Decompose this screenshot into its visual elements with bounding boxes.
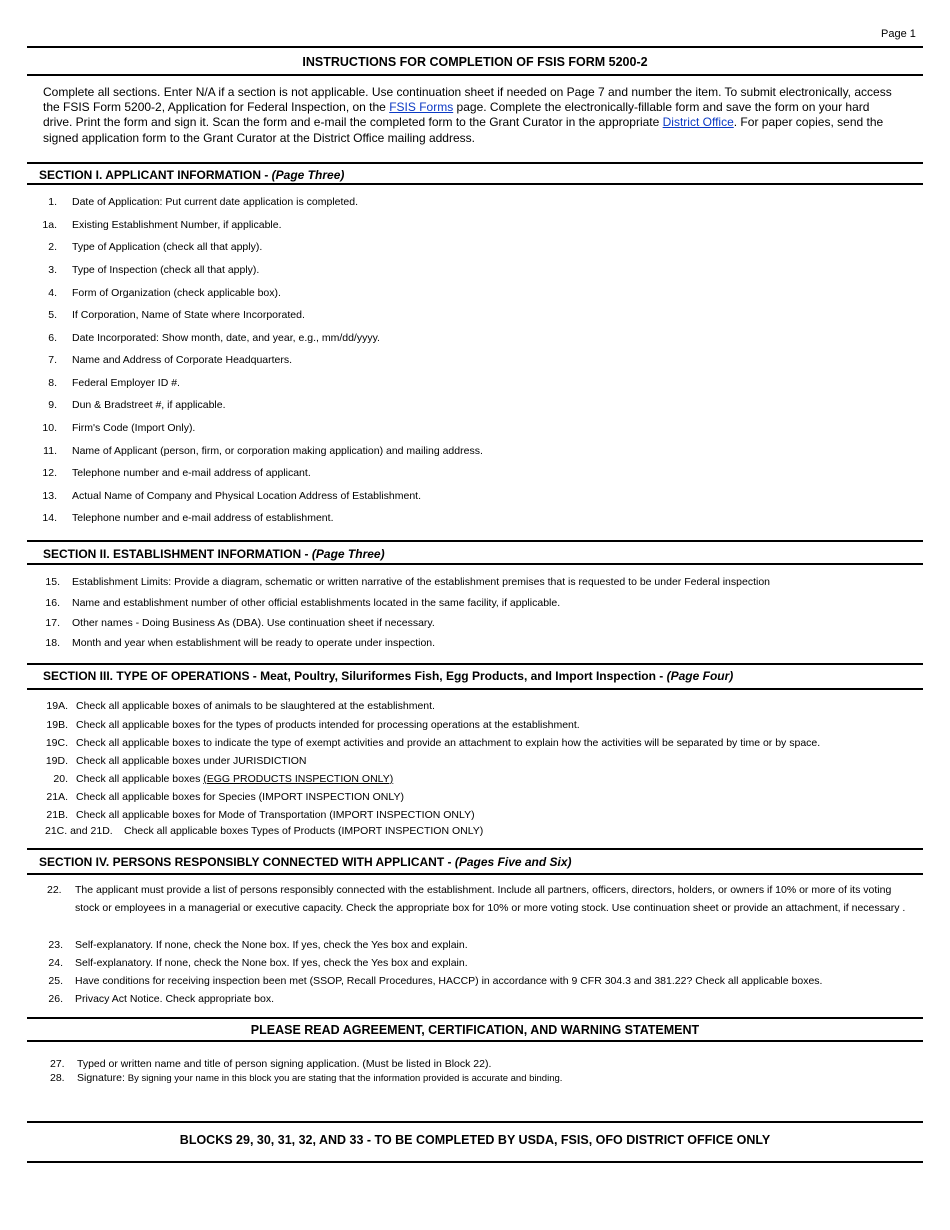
item-text-body: Establishment Limits: Provide a diagram, schematic or written narrative of the establishment premises that is requested to be under Federal inspection	[72, 576, 771, 588]
item-text	[72, 287, 281, 299]
divider	[27, 848, 923, 850]
item-text	[124, 825, 483, 837]
item-text-body: Telephone number and e-mail address of establishment.	[72, 512, 334, 524]
item-text	[72, 512, 334, 524]
item-number: 22.	[47, 884, 62, 896]
item-number: 12.	[42, 467, 57, 479]
divider	[27, 688, 923, 690]
item-text-body: Name and Address of Corporate Headquarters.	[72, 354, 293, 366]
item-text: Typed or written name and title of person signing application. (Must be listed in Block 22).	[77, 1058, 492, 1070]
item-text	[76, 700, 435, 712]
item-text-body: Name and establishment number of other official establishments located in the same facility, if applicable.	[72, 597, 561, 609]
divider	[27, 663, 923, 665]
item-number: 15.	[45, 576, 60, 588]
item-number: 19B.	[46, 719, 68, 731]
item-text-body: Self-explanatory. If none, check the None box. If yes, check the Yes box and explain.	[75, 957, 468, 969]
item-number: 21A.	[46, 791, 68, 803]
item-number: 9.	[48, 399, 57, 411]
item-number: 3.	[48, 264, 57, 276]
item-number: 23.	[48, 939, 63, 951]
item-number: 16.	[45, 597, 60, 609]
item-number: 21B.	[46, 809, 68, 821]
item-text-body: Month and year when establishment will be ready to operate under inspection.	[72, 637, 436, 649]
item-text-body: Actual Name of Company and Physical Location Address of Establishment.	[72, 490, 422, 502]
item-text-body: Check all applicable boxes to indicate the type of exempt activities and provide an attachment to explain how the activities will be separated by time or by space.	[76, 737, 821, 749]
section-heading-text: SECTION I. APPLICANT INFORMATION -	[39, 168, 272, 182]
item-text-body: Privacy Act Notice. Check appropriate box.	[75, 993, 275, 1005]
item-number: 17.	[45, 617, 60, 629]
item-text	[72, 241, 262, 253]
item-text	[76, 737, 820, 749]
divider	[27, 873, 923, 875]
item-text	[72, 377, 180, 389]
divider	[27, 74, 923, 76]
item-text-body: Check all applicable boxes for Species (IMPORT INSPECTION ONLY)	[76, 791, 404, 803]
section-1-heading	[39, 168, 344, 182]
item-number: 4.	[48, 287, 57, 299]
item-number: 27.	[50, 1058, 65, 1070]
item-text-underlined: (EGG PRODUCTS INSPECTION ONLY)	[203, 773, 394, 785]
section-heading-text: SECTION II. ESTABLISHMENT INFORMATION -	[43, 547, 312, 561]
signature-label: Signature:	[77, 1072, 128, 1084]
item-number: 10.	[42, 422, 57, 434]
item-number: 2.	[48, 241, 57, 253]
item-number: 19A.	[46, 700, 68, 712]
footer-heading: BLOCKS 29, 30, 31, 32, AND 33 - TO BE COMPLETED BY USDA, FSIS, OFO DISTRICT OFFICE ONLY	[179, 1133, 771, 1147]
item-text	[76, 719, 580, 731]
item-text-body: Self-explanatory. If none, check the None box. If yes, check the Yes box and explain.	[75, 939, 468, 951]
divider	[27, 1161, 923, 1163]
item-text-body: Check all applicable boxes for the types of products intended for processing operations at the establishment.	[76, 719, 580, 731]
item-text	[75, 939, 468, 951]
fsis-forms-link[interactable]: FSIS Forms	[389, 100, 454, 115]
section-heading-text: SECTION III. TYPE OF OPERATIONS - Meat, Poultry, Siluriformes Fish, Egg Products, and Import Inspection -	[43, 669, 667, 683]
item-number: 26.	[48, 993, 63, 1005]
item-number: 21C. and 21D.	[45, 825, 113, 837]
divider	[27, 1017, 923, 1019]
section-3-heading	[43, 669, 733, 683]
item-text	[72, 309, 305, 321]
divider	[27, 46, 923, 48]
item-text	[72, 399, 226, 411]
section-page-ref: (Page Four)	[666, 669, 734, 683]
item-number: 5.	[48, 309, 57, 321]
item-text	[75, 993, 274, 1005]
item-text-body: Other names - Doing Business As (DBA). Use continuation sheet if necessary.	[72, 617, 435, 629]
item-number: 19D.	[45, 755, 68, 767]
item-text	[72, 422, 195, 434]
item-text	[76, 809, 475, 821]
item-number: 18.	[45, 637, 60, 649]
section-2-heading	[43, 547, 385, 561]
item-number: 13.	[42, 490, 57, 502]
divider	[27, 183, 923, 185]
divider	[27, 162, 923, 164]
item-number: 7.	[48, 354, 57, 366]
item-text	[72, 219, 282, 231]
item-text-body: Check all applicable boxes Types of Products (IMPORT INSPECTION ONLY)	[124, 825, 484, 837]
item-text	[72, 576, 770, 588]
item-text	[72, 354, 292, 366]
item-text	[76, 791, 404, 803]
intro-text: Complete all sections. Enter N/A if a section is not applicable. Use continuation sheet if needed on Page 7 and number the item. To submit electronically, access the FSIS Form 5200-2, Application for Federal Inspection, on the	[43, 85, 892, 115]
section-page-ref: (Page Three)	[311, 547, 385, 561]
item-22-text: The applicant must provide a list of persons responsibly connected with the establishment. Include all partners, officers, directors, holders, or owners if 10% or more of its voting stock or employees in a managerial or executive capacity. Check the appropriate box for 10% or more voting stock. Use continuation sheet or provide an attachment, if necessary .	[75, 884, 906, 914]
item-text-body: Check all applicable boxes of animals to be slaughtered at the establishment.	[76, 700, 435, 712]
item-text	[75, 975, 822, 987]
section-page-ref: (Pages Five and Six)	[454, 855, 572, 869]
item-text	[72, 490, 421, 502]
section-page-ref: (Page Three)	[271, 168, 345, 182]
intro-paragraph	[43, 85, 893, 146]
item-text	[76, 773, 393, 785]
item-text-body: Telephone number and e-mail address of applicant.	[72, 467, 311, 479]
intro-text: page. Complete the electronically-fillable form and save the form on your hard drive. Print the form and sign it. Scan the form and e-mail the completed form to the Grant Curator in the appropriate	[43, 100, 870, 130]
item-text-body: Dun & Bradstreet #, if applicable.	[72, 399, 226, 411]
item-number: 1a.	[42, 219, 57, 231]
item-text	[72, 196, 358, 208]
district-office-link[interactable]: District Office	[662, 115, 734, 130]
item-text-body: Federal Employer ID #.	[72, 377, 180, 389]
item-text-body: Check all applicable boxes	[76, 773, 204, 785]
item-text	[72, 637, 435, 649]
item-text-body: Existing Establishment Number, if applicable.	[72, 219, 282, 231]
item-text-body: Type of Application (check all that apply).	[72, 241, 263, 253]
section-heading-text: SECTION IV. PERSONS RESPONSIBLY CONNECTED WITH APPLICANT -	[39, 855, 455, 869]
divider	[27, 540, 923, 542]
page-title: INSTRUCTIONS FOR COMPLETION OF FSIS FORM 5200-2	[302, 55, 648, 69]
intro-text: . For paper copies, send the signed application form to the Grant Curator at the District Office mailing address.	[43, 115, 884, 145]
item-text	[72, 264, 259, 276]
item-number: 24.	[48, 957, 63, 969]
item-text-body: If Corporation, Name of State where Incorporated.	[72, 309, 305, 321]
item-text	[72, 617, 435, 629]
item-text-body: Type of Inspection (check all that apply).	[72, 264, 260, 276]
item-number: 28.	[50, 1072, 65, 1084]
item-number: 6.	[48, 332, 57, 344]
item-text-body: Check all applicable boxes under JURISDICTION	[76, 755, 307, 767]
item-text-body: Date Incorporated: Show month, date, and year, e.g., mm/dd/yyyy.	[72, 332, 380, 344]
item-number: 1.	[48, 196, 57, 208]
divider	[27, 563, 923, 565]
item-text	[76, 755, 307, 767]
item-number: 25.	[48, 975, 63, 987]
item-number: 19C.	[45, 737, 68, 749]
item-number: 14.	[42, 512, 57, 524]
section-4-heading	[39, 855, 572, 869]
item-text-body: Date of Application: Put current date application is completed.	[72, 196, 359, 208]
item-text	[72, 467, 311, 479]
item-text-body: Firm's Code (Import Only).	[72, 422, 196, 434]
item-number: 8.	[48, 377, 57, 389]
item-text	[72, 332, 380, 344]
divider	[27, 1040, 923, 1042]
item-text-body: Name of Applicant (person, firm, or corporation making application) and mailing address.	[72, 445, 483, 457]
item-number: 20.	[53, 773, 68, 785]
item-text-body: Form of Organization (check applicable box).	[72, 287, 281, 299]
item-text: By signing your name in this block you are stating that the information provided is accurate and binding.	[127, 1073, 563, 1084]
item-text	[72, 597, 560, 609]
page-number: Page 1	[881, 28, 916, 40]
item-text-body: Have conditions for receiving inspection been met (SSOP, Recall Procedures, HACCP) in accordance with 9 CFR 304.3 and 381.22? Check all applicable boxes.	[75, 975, 823, 987]
item-text	[75, 957, 468, 969]
divider	[27, 1121, 923, 1123]
item-text	[72, 445, 483, 457]
agreement-heading: PLEASE READ AGREEMENT, CERTIFICATION, AND WARNING STATEMENT	[250, 1023, 700, 1037]
item-number: 11.	[43, 445, 57, 457]
item-text-body: Check all applicable boxes for Mode of Transportation (IMPORT INSPECTION ONLY)	[76, 809, 475, 821]
